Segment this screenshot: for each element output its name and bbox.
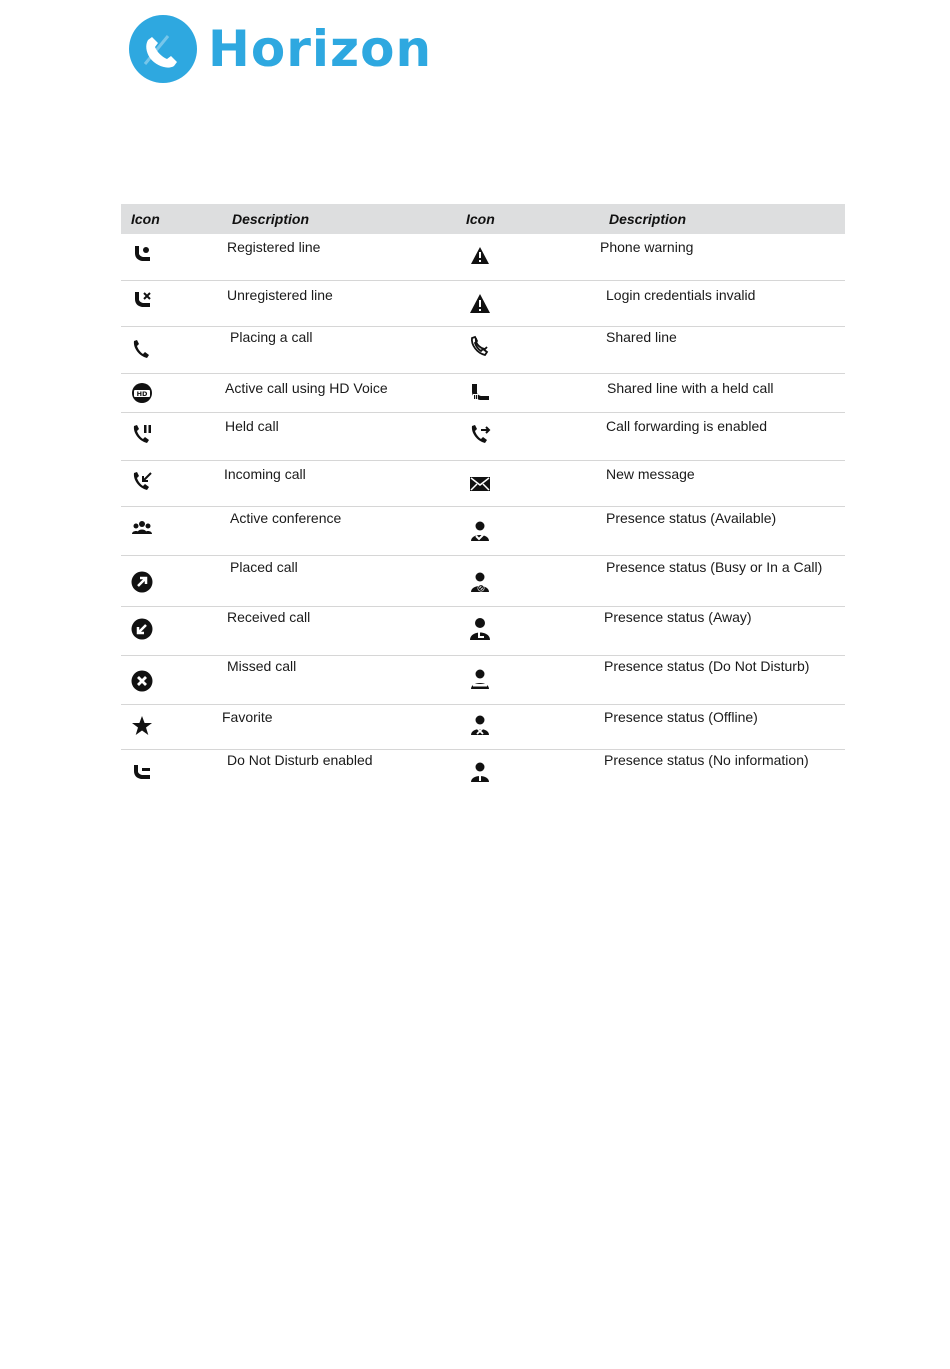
description-right: Shared line with a held call [607,380,774,396]
description-right: Presence status (Busy or In a Call) [606,559,823,575]
description-left: Received call [227,609,311,625]
table-row [121,413,845,461]
description-right: Presence status (Away) [604,609,752,625]
phone-logo-icon [128,14,198,84]
table-row [121,507,845,556]
phone-warning-icon [467,243,493,269]
table-row [121,281,845,327]
description-left: Incoming call [224,466,306,482]
presence-dnd-icon [467,666,493,692]
table-row [121,750,845,794]
brand-name: Horizon [208,20,433,78]
presence-available-icon [467,518,493,544]
held-call-icon [129,422,155,448]
description-left: Active call using HD Voice [225,380,388,396]
call-forwarding-icon [467,422,493,448]
description-left: Registered line [227,239,321,255]
unregistered-line-icon [129,288,155,314]
description-left: Placing a call [230,329,313,345]
login-invalid-icon [467,291,493,317]
placing-call-icon [129,337,155,363]
table-row [121,234,845,281]
presence-no-info-icon [467,759,493,785]
header-icon-right: Icon [466,211,495,227]
header-icon-left: Icon [131,211,160,227]
description-left: Placed call [230,559,298,575]
shared-line-held-icon [467,380,493,406]
description-left: Unregistered line [227,287,333,303]
dnd-enabled-icon [129,759,155,785]
incoming-call-icon [129,469,155,495]
table-row [121,656,845,705]
header-description-left: Description [232,211,310,227]
horizon-logo [128,14,432,84]
description-right: Call forwarding is enabled [606,418,768,434]
description-right: Presence status (Do Not Disturb) [604,658,810,674]
presence-offline-icon [467,712,493,738]
description-right: Phone warning [600,239,694,255]
header-description-right: Description [609,211,687,227]
description-right: Presence status (Offline) [604,709,758,725]
table-row [121,705,845,750]
favorite-icon [129,713,155,739]
registered-line-icon [129,242,155,268]
description-right: Presence status (Available) [606,510,777,526]
shared-line-icon [467,334,493,360]
description-left: Held call [225,418,279,434]
table-header [121,204,845,234]
description-left: Favorite [222,709,273,725]
table-row [121,374,845,413]
new-message-icon [467,471,493,497]
presence-busy-icon [467,569,493,595]
table-row [121,461,845,507]
received-call-icon [129,616,155,642]
description-left: Do Not Disturb enabled [227,752,373,768]
svg-text:HD: HD [136,390,148,398]
table-body [121,234,845,794]
icon-legend-table [121,204,845,794]
placed-call-icon [129,569,155,595]
description-left: Active conference [230,510,342,526]
presence-away-icon [467,616,493,642]
description-right: Login credentials invalid [606,287,756,303]
table-row [121,556,845,607]
description-right: New message [606,466,695,482]
table-row [121,607,845,656]
table-row [121,327,845,374]
description-right: Presence status (No information) [604,752,809,768]
description-right: Shared line [606,329,677,345]
missed-call-icon [129,668,155,694]
active-conference-icon [129,515,155,541]
hd-voice-icon [129,380,155,406]
description-left: Missed call [227,658,297,674]
